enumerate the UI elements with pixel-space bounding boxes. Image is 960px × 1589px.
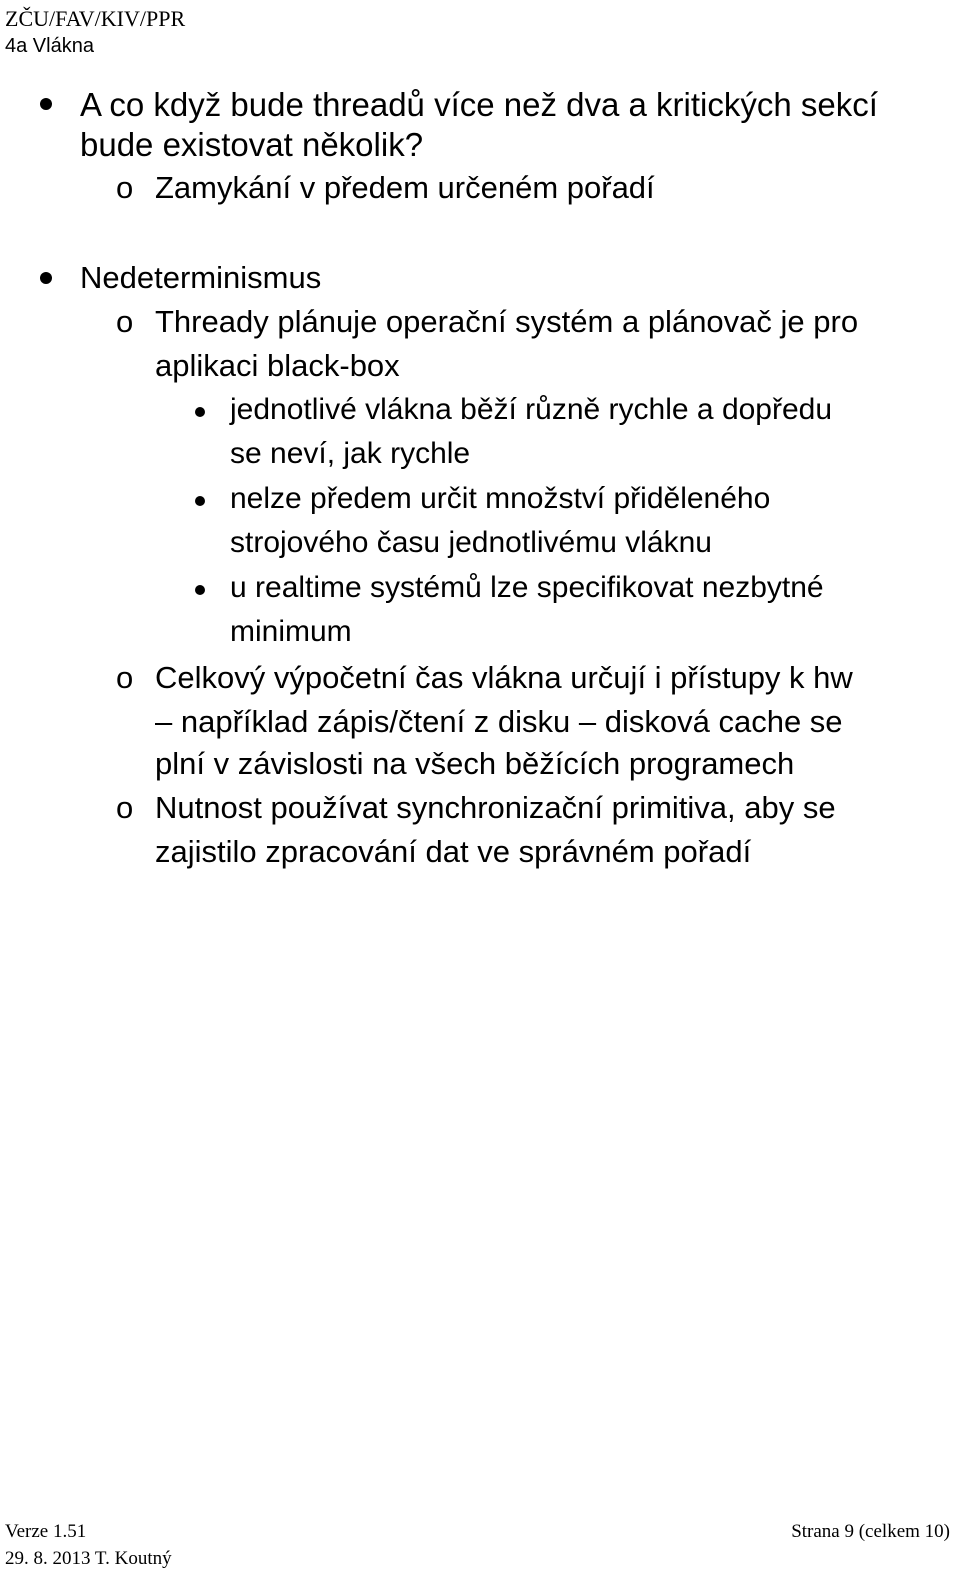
bullet-dot-icon <box>195 407 205 417</box>
text-line: zajistilo zpracování dat ve správném pořadí <box>155 834 752 869</box>
footer-date-author: 29. 8. 2013 T. Koutný <box>5 1548 172 1569</box>
text-line: se neví, jak rychle <box>230 437 471 470</box>
header-course-path: ZČU/FAV/KIV/PPR <box>5 6 186 31</box>
bullet-dot-icon <box>40 98 52 110</box>
text-line: Zamykání v předem určeném pořadí <box>155 170 655 205</box>
text-line: jednotlivé vlákna běží různě rychle a dopředu <box>230 393 833 426</box>
text-line: – například zápis/čtení z disku – disková cache se <box>155 704 843 739</box>
sub-bullet-marker: o <box>116 660 134 695</box>
header-chapter: 4a Vlákna <box>5 35 94 57</box>
text-line: bude existovat několik? <box>80 126 424 163</box>
footer-page-number: Strana 9 (celkem 10) <box>791 1521 950 1542</box>
text-line: A co když bude threadů více než dva a kritických sekcí <box>80 86 878 123</box>
text-line: u realtime systémů lze specifikovat nezbytné <box>230 571 824 604</box>
text-line: nelze předem určit množství přiděleného <box>230 482 771 515</box>
sub-bullet-marker: o <box>116 170 134 205</box>
sub-bullet-marker: o <box>116 790 134 825</box>
text-line: aplikaci black-box <box>155 348 400 383</box>
bullet-dot-icon <box>195 585 205 595</box>
text-line: Celkový výpočetní čas vlákna určují i přístupy k hw <box>155 660 853 695</box>
bullet-dot-icon <box>195 496 205 506</box>
text-line: strojového času jednotlivému vláknu <box>230 526 712 559</box>
text-line: Thready plánuje operační systém a plánovač je pro <box>155 304 859 339</box>
footer-version: Verze 1.51 <box>5 1521 87 1542</box>
bullet-dot-icon <box>40 272 52 284</box>
text-line: Nedeterminismus <box>80 260 322 295</box>
text-line: Nutnost používat synchronizační primitiva, aby se <box>155 790 836 825</box>
text-line: plní v závislosti na všech běžících programech <box>155 746 795 781</box>
sub-bullet-marker: o <box>116 304 134 339</box>
text-line: minimum <box>230 615 352 648</box>
